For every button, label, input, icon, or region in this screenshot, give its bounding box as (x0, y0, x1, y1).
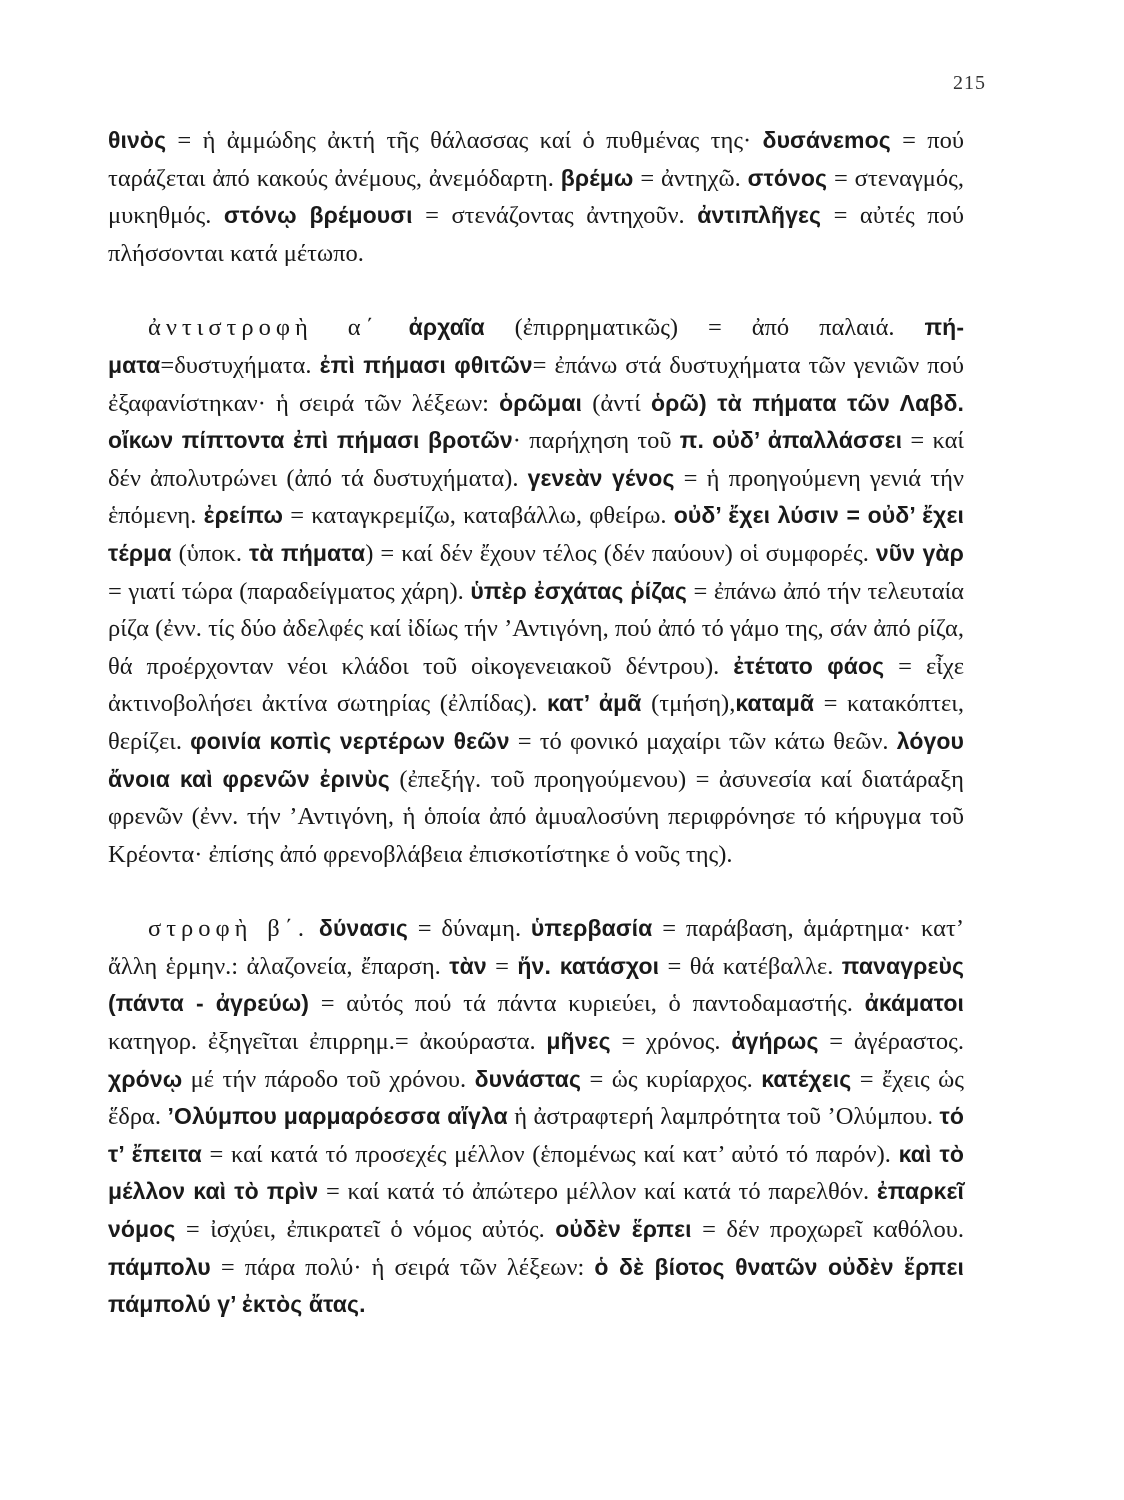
gloss-text: = γιατί τώρα (παραδείγματος χάρη). (108, 577, 471, 605)
gloss-text: · παρήχηση τοῦ (512, 427, 680, 455)
headword: χρόνῳ (108, 1065, 183, 1092)
headword: καταμᾶ (735, 690, 815, 717)
headword: ἀρχαῖα (408, 314, 485, 341)
gloss-text: = παράβαση, ἁμάρτημα· κατ’ ἄλλη ἑρμην.: ἀλαζονεία, ἔπαρση. (108, 915, 965, 980)
gloss-text: (ὑποκ. (171, 539, 249, 567)
gloss-text: (τμήση), (641, 690, 736, 718)
gloss-text (379, 314, 409, 341)
headword: πήματα (108, 314, 964, 378)
section-label: στροφὴ β΄. (148, 915, 310, 943)
gloss-text: (ἐπεξήγ. τοῦ προηγούμενου) = ἀσυνεσία καί διατάραξη φρενῶν (ἐνν. τήν ’Αντιγόνη, ἡ ὁποία ἀπό ἀμυαλοσύνη περιφρόνησε τό κήρυγμα τοῦ Κρέοντα· ἐπίσης ἀπό φρενοβλάβεια ἐπισκοτίστηκε ὁ νοῦς της). (108, 765, 964, 868)
gloss-text: = ἰσχύει, ἐπικρατεῖ ὁ νόμος αὐτός. (175, 1216, 556, 1244)
headword: ’Ολύμπου μαρμαρόεσσα αἴγλα (167, 1103, 508, 1130)
gloss-text: = ὡς κυρίαρχος. (581, 1065, 762, 1093)
gloss-text: = τό φονικό μαχαίρι τῶν κάτω θεῶν. (509, 727, 897, 755)
gloss-text: = θά κατέβαλλε. (659, 952, 842, 980)
headword: τὰν (449, 952, 487, 979)
headword: ὑπὲρ ἐσχάτας ῥίζας (470, 577, 687, 604)
headword: κατέχεις (761, 1065, 852, 1092)
headword: παναγρεὺς (πάντα - ἀγρεύω) (108, 952, 965, 1017)
commentary-paragraph-strophe-b (108, 910, 964, 1324)
section-label: ἀντιστροφὴ α΄ (148, 314, 379, 342)
headword: μῆνες (546, 1028, 611, 1055)
gloss-text: (ἀντί (582, 389, 651, 417)
headword: ἐπὶ πήμασι φθιτῶν (319, 351, 533, 378)
headword: γενεὰν γένος (527, 464, 675, 491)
gloss-text: = ἔχεις ὡς ἕδρα. (108, 1065, 964, 1131)
gloss-text: = δύναμη. (407, 915, 531, 943)
gloss-text: = αὐτός πού τά πάντα κυριεύει, ὁ παντοδαμαστής. (309, 990, 865, 1018)
gloss-text: = καί δέν ἀπολυτρώνει (ἀπό τά δυστυχήματα). (108, 427, 965, 492)
gloss-text: = ἀντηχῶ. (633, 164, 748, 192)
headword: ἀκάματοι (864, 990, 964, 1017)
gloss-text: = δέν προχωρεῖ καθόλου. (691, 1216, 964, 1244)
headword: ἐρείπω (203, 502, 284, 529)
commentary-body (108, 122, 964, 1324)
commentary-paragraph-strophe-a-end (108, 122, 964, 272)
page-number: 215 (953, 72, 986, 94)
headword: ἥν. κατάσχοι (517, 952, 660, 979)
headword: ἐπαρκεῖ νόμος (108, 1178, 964, 1243)
headword: νῦν γὰρ (875, 539, 964, 566)
headword: ὁ δὲ βίοτος θνατῶν οὐδὲν ἕρπει πάμπολύ γ’ ἐκτὸς ἄτας. (108, 1253, 964, 1318)
gloss-text: = στενάζοντας ἀντηχοῦν. (412, 202, 698, 230)
headword: οὐδ’ ἀπαλλάσσει (712, 427, 903, 454)
gloss-text: =δυστυχήματα. (160, 351, 320, 379)
headword: οὐδ’ ἔχει λύσιν = οὐδ’ ἔχει τέρμα (108, 502, 964, 566)
headword: καὶ τὸ μέλλον καὶ τὸ πρὶν (108, 1140, 964, 1205)
headword: ὁρῶμαι (499, 389, 583, 416)
gloss-text: μέ τήν πάροδο τοῦ χρόνου. (182, 1065, 475, 1093)
gloss-text: = ἡ ἀμμώδης ἀκτή τῆς θάλασσας καί ὁ πυθμένας της· (166, 127, 763, 154)
headword: κατ’ ἀμᾶ (546, 690, 642, 717)
gloss-text: (ἐπιρρηματικῶς) = ἀπό παλαιά. (484, 314, 925, 342)
gloss-text: = αὐτές πού πλήσσονται κατά μέτωπο. (108, 202, 964, 267)
headword: δυνάστας (474, 1065, 582, 1092)
gloss-text: = ἐπάνω ἀπό τήν τελευταία ρίζα (ἐνν. τίς δύο ἀδελφές καί ἰδίως τήν ’Αντιγόνη, πού ἀπό τό γάμο της, σάν ἀπό ρίζα, θά προέρχονταν νέοι κλάδοι τοῦ οἰκογενειακοῦ δέντρου). (108, 577, 965, 680)
gloss-text: κατηγορ. ἐξηγεῖται ἐπιρρημ.= ἀκούραστα. (108, 1028, 547, 1056)
gloss-text: = εἶχε ἀκτινοβολήσει ἀκτίνα σωτηρίας (ἐλπίδας). (108, 652, 964, 718)
gloss-text: = πάρα πολύ· ἡ σειρά τῶν λέξεων: (210, 1253, 595, 1281)
headword: ὁρῶ) τὰ πήματα τῶν Λαβδ. οἴκων πίπτοντα ἐπὶ πήμασι βροτῶν (108, 389, 964, 454)
gloss-text: = καί κατά τό ἀπώτερο μέλλον καί κατά τό παρελθόν. (318, 1178, 877, 1206)
gloss-text: ) = καί δέν ἔχουν τέλος (δέν παύουν) οἱ συμφορές. (365, 539, 876, 567)
headword: πάμπολυ (108, 1253, 211, 1280)
gloss-text: = ἡ προηγούμενη γενιά τήν ἑπόμενη. (108, 464, 964, 530)
headword: στόνῳ βρέμουσι (223, 202, 413, 229)
gloss-text: = κατακόπτει, θερίζει. (108, 690, 964, 755)
headword: φοινία κοπὶς νερτέρων θεῶν (190, 727, 510, 754)
gloss-text: = πού ταράζεται ἀπό κακούς ἀνέμους, ἀνεμόδαρτη. (108, 127, 964, 192)
commentary-paragraph-antistrophe-a (108, 309, 964, 873)
gloss-text: = καί κατά τό προσεχές μέλλον (ἑπομένως καί κατ’ αὐτό τό παρόν). (201, 1140, 899, 1168)
headword: τὰ πήματα (249, 539, 366, 566)
headword: στόνος (747, 164, 828, 191)
headword: δυσάνεmος (762, 127, 891, 153)
gloss-text: = καταγκρεμίζω, καταβάλλω, φθείρω. (283, 502, 674, 530)
gloss-text: = ἀγέραστος. (818, 1028, 965, 1056)
gloss-text: = χρόνος. (610, 1028, 732, 1056)
headword: ἐτέτατο φάος (733, 652, 885, 679)
headword: θινὸς (108, 127, 167, 153)
gloss-text (309, 915, 319, 942)
headword: ὑπερβασία (530, 915, 653, 942)
headword: οὐδὲν ἕρπει (555, 1216, 692, 1243)
headword: βρέμω (560, 164, 634, 191)
headword: δύνασις (318, 915, 408, 942)
gloss-text (704, 427, 712, 454)
headword: τό τ’ ἔπειτα (108, 1103, 964, 1167)
headword: λόγου ἄνοια καὶ φρενῶν ἐρινὺς (108, 727, 964, 792)
gloss-text: = στεναγμός, μυκηθμός. (108, 164, 964, 230)
gloss-text: ἡ ἀστραφτερή λαμπρότητα τοῦ ’Ολύμπου. (507, 1103, 940, 1131)
gloss-text: = (486, 952, 518, 980)
headword: ἀντιπλῆγες (697, 202, 822, 229)
headword: ἀγήρως (731, 1028, 819, 1055)
gloss-text: = ἐπάνω στά δυστυχήματα τῶν γενιῶν πού ἐξαφανίστηκαν· ἡ σειρά τῶν λέξεων: (108, 351, 965, 417)
headword: π. (679, 427, 704, 454)
